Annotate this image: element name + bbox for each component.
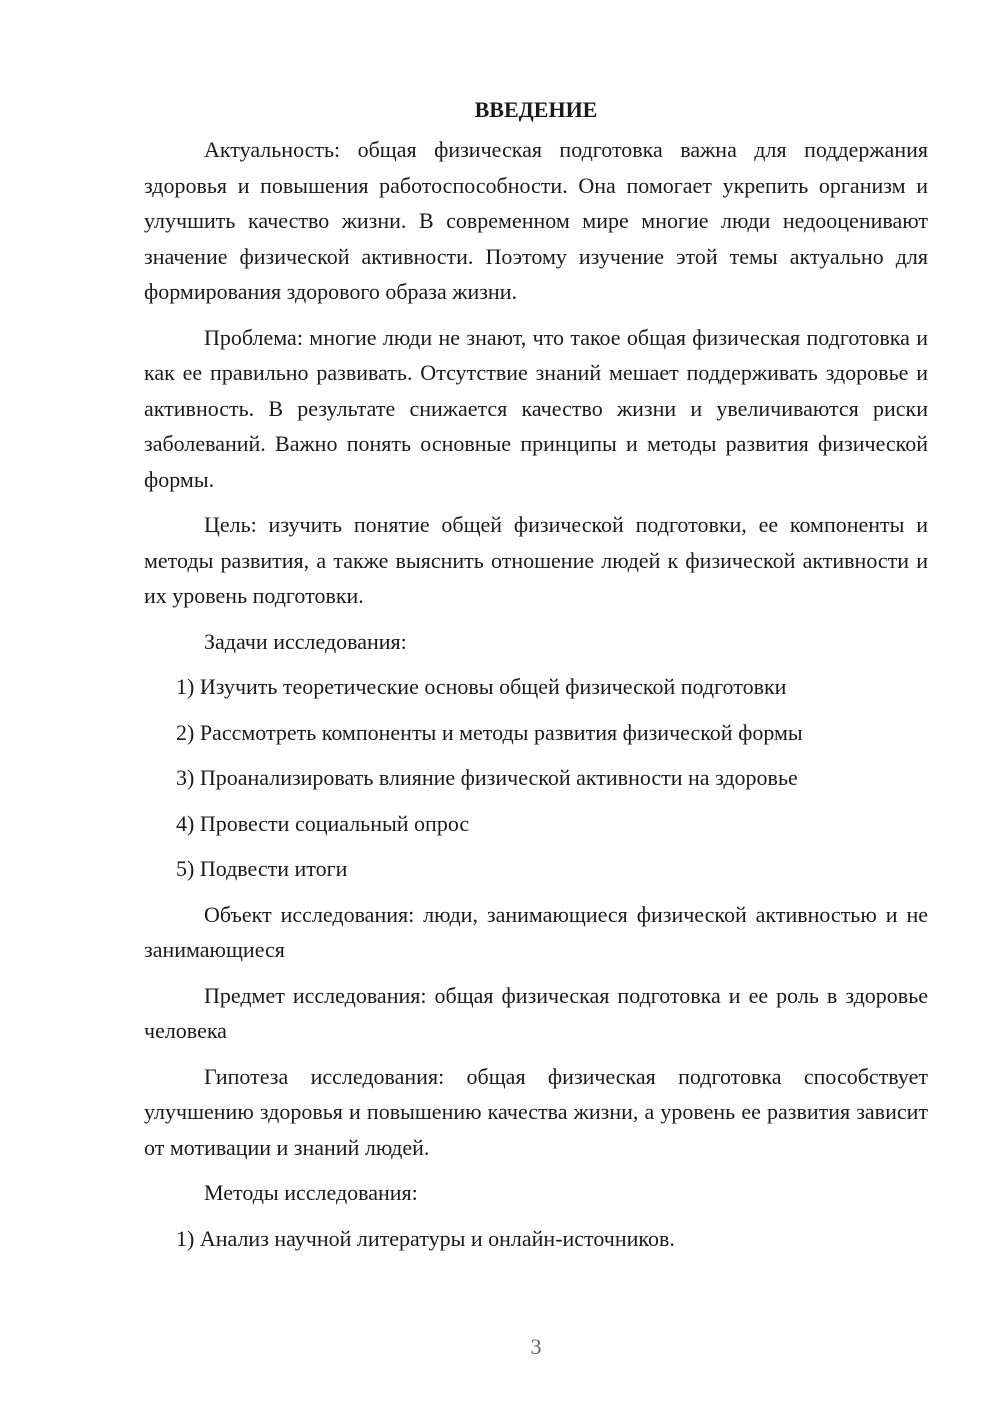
paragraph-hypothesis: Гипотеза исследования: общая физическая подготовка способствует улучшению здоровья и повышению качества жизни, а уровень ее развития зависит от мотивации и знаний людей. [144,1063,928,1160]
document-page [144,92,928,1266]
paragraph-subject: Предмет исследования: общая физическая подготовка и ее роль в здоровье человека [144,982,928,1043]
list-item: 4) Провести социальный опрос [176,810,470,836]
paragraph-problem: Проблема: многие люди не знают, что такое общая физическая подготовка и как ее правильно развивать. Отсутствие знаний мешает поддерживать здоровье и активность. В результате снижается качество жизни и увеличиваются риски заболеваний. Важно понять основные принципы и методы развития физической формы. [144,324,928,492]
paragraph-object: Объект исследования: люди, занимающиеся физической активностью и не занимающиеся [144,901,928,962]
tasks-list [144,669,928,887]
list-item: 5) Подвести итоги [176,856,348,881]
methods-list [144,1221,928,1257]
list-item: 3) Проанализировать влияние физической активности на здоровье [176,765,798,790]
page-title: ВВЕДЕНИЕ [474,97,598,122]
list-item: 1) Изучить теоретические основы общей физической подготовки [176,674,787,699]
paragraph-relevance: Актуальность: общая физическая подготовка важна для поддержания здоровья и повышения работоспособности. Она помогает укрепить организм и улучшить качество жизни. В современном мире многие люди недооценивают значение физической активности. Поэтому изучение этой темы актуально для формирования здорового образа жизни. [144,137,928,304]
list-item: 1) Анализ научной литературы и онлайн-источников. [176,1225,675,1251]
paragraph-goal: Цель: изучить понятие общей физической подготовки, ее компоненты и методы развития, а также выяснить отношение людей к физической активности и их уровень подготовки. [144,512,928,608]
list-item: 2) Рассмотреть компоненты и методы развития физической формы [176,719,803,745]
tasks-heading: Задачи исследования: [204,628,407,654]
methods-heading: Методы исследования: [204,1180,418,1205]
page-number: 3 [530,1334,542,1359]
